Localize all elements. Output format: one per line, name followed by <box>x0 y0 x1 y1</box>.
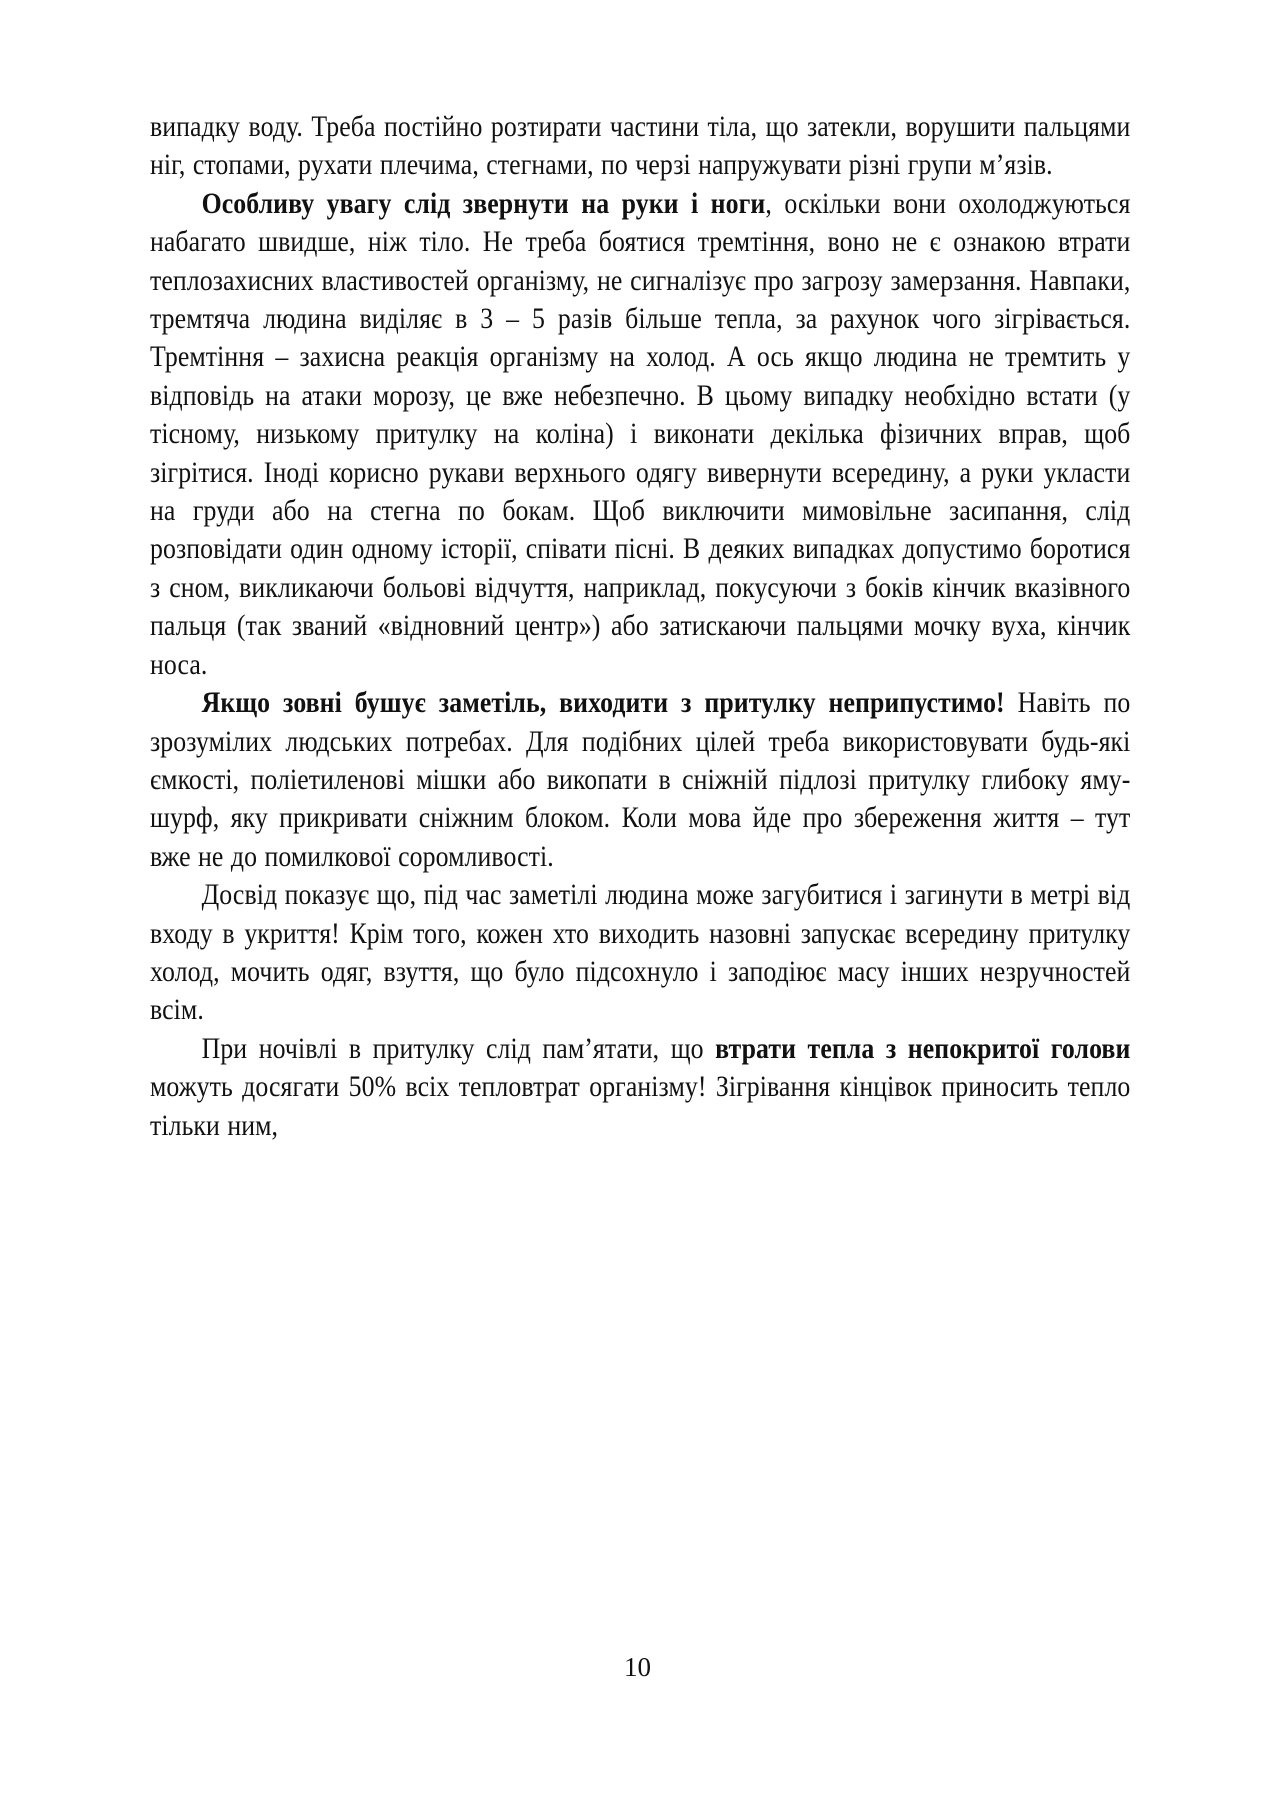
paragraph-2-text: , оскільки вони охолоджуються набагато швидше, ніж тіло. Не треба боятися тремтіння, воно не є ознакою втрати теплозахисних властивостей організму, не сигналізує про загрозу замерзання. Навпаки, тремтяча людина виділяє в 3 – 5 разів більше тепла, за рахунок чого зігрівається. Тремтіння – захисна реакція організму на холод. А ось якщо людина не тремтить у відповідь на атаки морозу, це вже небезпечно. В цьому випадку необхідно встати (у тісному, низькому притулку на коліна) і виконати декілька фізичних вправ, щоб зігрітися. Іноді корисно рукави верхнього одягу вивернути всередину, а руки укласти на груди або на стегна по бокам. Щоб виключити мимовільне засипання, слід розповідати один одному історії, співати пісні. В деяких випадках допустимо боротися з сном, викликаючи больові відчуття, наприклад, покусуючи з боків кінчик вказівного пальця (так званий «відновний центр») або затискаючи пальцями мочку вуха, кінчик носа. <box>150 186 1131 681</box>
paragraph-2-bold-lead: Особливу увагу слід звернути на руки і ноги <box>201 186 766 220</box>
paragraph-5-bold-phrase: втрати тепла з непокритої голови <box>715 1031 1131 1065</box>
paragraph-5-text-end: можуть досягати 50% всіх тепловтрат організму! Зігрівання кінцівок приносить тепло тільки ним, <box>150 1070 1131 1142</box>
paragraph-4 <box>150 876 1130 1030</box>
paragraph-3 <box>150 684 1130 876</box>
paragraph-1 <box>150 108 1130 185</box>
paragraph-1-text: випадку воду. Треба постійно розтирати частини тіла, що затекли, ворушити пальцями ніг, стопами, рухати плечима, стегнами, по черзі напружувати різні групи м’язів. <box>150 110 1131 182</box>
page-number: 10 <box>624 1652 651 1682</box>
paragraph-4-text: Досвід показує що, під час заметілі людина може загубитися і загинути в метрі від входу в укриття! Крім того, кожен хто виходить назовні запускає всередину притулку холод, мочить одяг, взуття, що було підсохнуло і заподіює масу інших незручностей всім. <box>150 878 1131 1027</box>
paragraph-2 <box>150 185 1130 684</box>
paragraph-5 <box>150 1030 1130 1145</box>
body-text <box>150 108 1130 1145</box>
paragraph-5-text-start: При ночівлі в притулку слід пам’ятати, що <box>201 1031 716 1065</box>
paragraph-3-text: Навіть по зрозумілих людських потребах. Для подібних цілей треба використовувати будь-які ємкості, поліетиленові мішки або викопати в сніжній підлозі притулку глибоку яму-шурф, яку прикривати сніжним блоком. Коли мова йде про збереження життя – тут вже не до помилкової соромливості. <box>150 686 1131 873</box>
paragraph-3-bold-lead: Якщо зовні бушує заметіль, виходити з притулку неприпустимо! <box>201 686 1005 720</box>
